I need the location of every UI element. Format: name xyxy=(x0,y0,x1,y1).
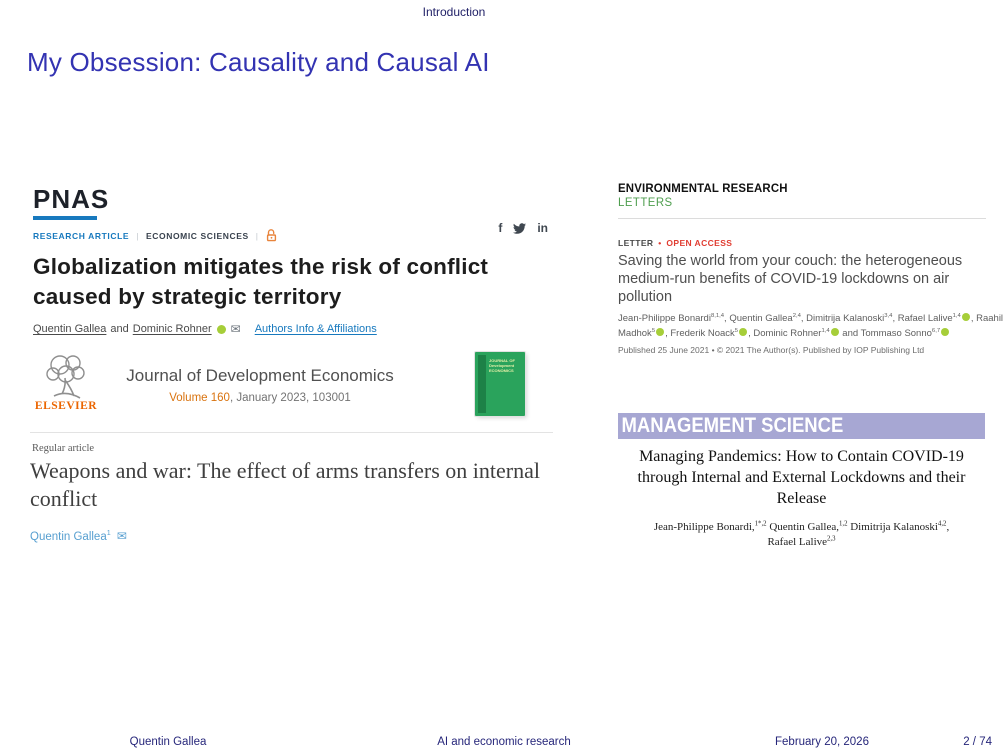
author-superscript: 1 xyxy=(106,529,111,538)
section-header: Introduction xyxy=(422,5,486,19)
email-icon[interactable]: ✉ xyxy=(230,322,241,336)
author-name: Dimitrija Kalanoski xyxy=(806,313,885,324)
journal-cover-text: JOURNAL OF Development ECONOMICS xyxy=(489,358,515,373)
open-access-lock-icon xyxy=(266,229,277,242)
author-name: Quentin Gallea, xyxy=(769,521,839,533)
journal-cover-thumbnail[interactable] xyxy=(475,352,525,416)
orcid-icon[interactable] xyxy=(656,328,664,336)
open-access-label: OPEN ACCESS xyxy=(666,238,733,248)
erl-paper-card xyxy=(618,181,1004,355)
author-name: Jean-Philippe Bonardi xyxy=(618,313,711,324)
erl-author-row: Jean-Philippe Bonardi$^{8,1,4}$, Quentin Gallea$^{2,4}$, Dimitrija Kalanoski$^{3,4}$, Rafael Lalive$^{1,4}$ , Raahil Madhok$^5$ , Frederik Noack$^5$ , Dominic Rohner$^{1,4}$ and Tommaso Sonno$^{6,7}$ xyxy=(618,312,1004,339)
erl-masthead-line1: ENVIRONMENTAL RESEARCH xyxy=(618,181,788,195)
volume-link[interactable]: Volume 160 xyxy=(169,392,230,404)
elsevier-wordmark: ELSEVIER xyxy=(34,400,98,412)
divider xyxy=(618,218,986,219)
article-type-link[interactable]: RESEARCH ARTICLE xyxy=(33,230,130,241)
pnas-logo-text: PNAS xyxy=(33,184,110,214)
ms-banner xyxy=(618,413,985,439)
jde-author-row xyxy=(30,529,127,543)
erl-article-title: Saving the world from your couch: the heterogeneous medium-run benefits of COVID-19 lockdowns on air pollution xyxy=(618,253,963,305)
pnas-eyebrow-row xyxy=(33,229,553,242)
orcid-icon[interactable] xyxy=(217,325,226,334)
linkedin-icon[interactable]: in xyxy=(537,221,548,235)
page-title: My Obsession: Causality and Causal AI xyxy=(27,47,490,77)
author-name: Quentin Gallea xyxy=(729,313,793,324)
pnas-paper-card xyxy=(33,184,553,336)
article-type-label: Regular article xyxy=(32,443,95,454)
footer-author: Quentin Gallea xyxy=(129,736,207,748)
bullet-separator: • xyxy=(658,238,662,248)
orcid-icon[interactable] xyxy=(941,328,949,336)
beamer-footer xyxy=(0,736,1008,756)
author-link[interactable]: Quentin Gallea xyxy=(30,531,107,543)
author-name: Frederik Noack xyxy=(670,328,735,339)
journal-cover-spine xyxy=(478,355,486,413)
twitter-icon[interactable] xyxy=(513,223,526,234)
pnas-logo[interactable] xyxy=(33,184,553,220)
pnas-author-row xyxy=(33,322,553,336)
pnas-article-title: Globalization mitigates the risk of conflict caused by strategic territory xyxy=(33,254,489,309)
divider: | xyxy=(136,230,139,241)
ms-author-row: Jean-Philippe Bonardi,$^{1*,2}$ Quentin Gallea,$^{1,2}$ Dimitrija Kalanoski$^{4,2}$, Rafael Lalive$^{2,3}$ xyxy=(653,520,950,548)
subject-area-link[interactable]: ECONOMIC SCIENCES xyxy=(146,230,249,241)
ms-banner-text: MANAGEMENT SCIENCE xyxy=(621,414,844,437)
erl-masthead-line2: LETTERS xyxy=(618,195,673,209)
published-line: Published 25 June 2021 • © 2021 The Author(s). Published by IOP Publishing Ltd xyxy=(618,345,925,355)
page-number: 2 / 74 xyxy=(963,736,992,748)
facebook-icon[interactable]: f xyxy=(498,221,503,235)
divider xyxy=(30,432,553,433)
jde-journal-header xyxy=(30,352,553,428)
social-share-row xyxy=(498,221,548,235)
author-name: Dimitrija Kalanoski xyxy=(850,521,938,533)
author-name: Rafael Lalive xyxy=(897,313,953,324)
jde-journal-block xyxy=(110,366,410,404)
author-name: Jean-Philippe Bonardi, xyxy=(653,521,755,533)
ms-article-title: Managing Pandemics: How to Contain COVID-19 through Internal and External Lockdowns and their Release xyxy=(637,448,966,507)
and-text: and xyxy=(110,323,129,335)
orcid-icon[interactable] xyxy=(831,328,839,336)
author-link[interactable]: Dominic Rohner xyxy=(132,323,212,335)
orcid-icon[interactable] xyxy=(739,328,747,336)
erl-eyebrow-row xyxy=(618,238,986,248)
pnas-logo-underline xyxy=(33,216,97,220)
footer-date: February 20, 2026 xyxy=(775,736,869,748)
divider: | xyxy=(255,230,259,241)
orcid-icon[interactable] xyxy=(962,313,970,321)
email-icon[interactable]: ✉ xyxy=(116,529,127,543)
journal-volume-line xyxy=(110,392,410,404)
author-name: Tommaso Sonno xyxy=(860,328,932,339)
elsevier-logo[interactable] xyxy=(33,352,99,412)
author-name: Raahil Madhok xyxy=(618,313,1004,339)
journal-title-link[interactable]: Journal of Development Economics xyxy=(126,366,394,385)
author-link[interactable]: Quentin Gallea xyxy=(33,323,107,335)
author-name: Rafael Lalive xyxy=(767,536,828,548)
management-science-card xyxy=(618,413,985,550)
issue-text: , January 2023, 103001 xyxy=(229,392,351,404)
footer-short-title: AI and economic research xyxy=(437,736,571,748)
jde-article-title: Weapons and war: The effect of arms transfers on internal conflict xyxy=(30,458,540,511)
authors-info-link[interactable]: Authors Info & Affiliations xyxy=(254,323,377,335)
letter-type-label: LETTER xyxy=(618,238,654,248)
author-name: Dominic Rohner xyxy=(753,328,822,339)
elsevier-tree-icon xyxy=(40,352,92,400)
